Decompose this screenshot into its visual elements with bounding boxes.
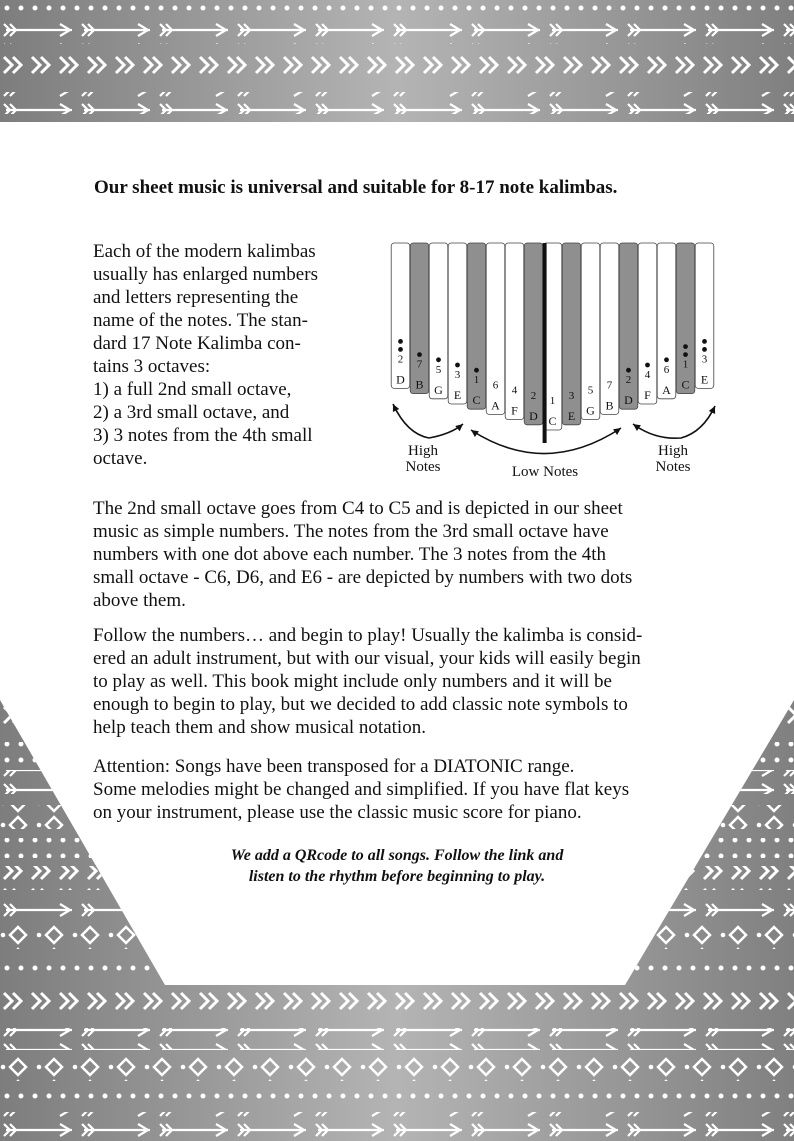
high-notes-right-arrow xyxy=(633,406,715,438)
key-number: 7 xyxy=(606,379,613,392)
intro-line: octave. xyxy=(93,448,148,469)
octave-dot xyxy=(683,344,688,349)
octave-dot xyxy=(645,363,650,368)
play-line: ered an adult instrument, but with our visual, your kids will easily begin xyxy=(93,648,641,669)
kalimba-diagram xyxy=(385,238,725,483)
intro-line: name of the notes. The stan- xyxy=(93,310,308,331)
high-notes-left-label: Notes xyxy=(405,459,441,475)
kalimba-key xyxy=(695,243,714,388)
key-letter: E xyxy=(700,372,709,387)
key-number: 2 xyxy=(530,389,537,402)
key-number: 2 xyxy=(625,374,632,387)
key-number: 3 xyxy=(454,369,461,381)
key-number: 1 xyxy=(682,358,689,371)
key-number: 4 xyxy=(511,384,518,397)
play-line: to play as well. This book might include only numbers and it will be xyxy=(93,671,612,692)
low-notes-label: Low Notes xyxy=(511,464,579,480)
octave-dot xyxy=(398,347,403,352)
high-notes-right-label: High xyxy=(658,443,688,459)
octave-line: above them. xyxy=(93,590,186,611)
play-line: Follow the numbers… and begin to play! Usually the kalimba is consid- xyxy=(93,625,643,646)
intro-line: Each of the modern kalimbas xyxy=(93,241,316,262)
intro-line: 1) a full 2nd small octave, xyxy=(93,379,292,400)
octave-dot xyxy=(626,368,631,373)
octave-line: numbers with one dot above each number. The 3 notes from the 4th xyxy=(93,544,607,565)
key-letter: E xyxy=(567,408,576,423)
headline: Our sheet music is universal and suitable for 8-17 note kalimbas. xyxy=(94,177,618,198)
key-number: 6 xyxy=(492,379,499,392)
high-notes-right-label: Notes xyxy=(655,459,691,475)
octave-dot xyxy=(664,357,669,362)
key-number: 1 xyxy=(473,374,480,387)
octave-line: The 2nd small octave goes from C4 to C5 and is depicted in our sheet xyxy=(93,498,623,519)
play-paragraph xyxy=(93,624,733,739)
key-letter: C xyxy=(681,377,690,392)
kalimba-key xyxy=(410,243,429,394)
octave-dot xyxy=(436,357,441,362)
kalimba-key xyxy=(676,243,695,394)
intro-paragraph xyxy=(93,240,373,470)
key-letter: C xyxy=(472,393,481,408)
intro-line: usually has enlarged numbers xyxy=(93,264,318,285)
attention-line: Some melodies might be changed and simplified. If you have flat keys xyxy=(93,779,630,800)
octave-dot xyxy=(398,339,403,344)
octave-dot xyxy=(417,352,422,357)
key-letter: D xyxy=(529,408,538,423)
key-letter: G xyxy=(586,403,595,418)
key-number: 5 xyxy=(435,363,442,376)
intro-line: dard 17 Note Kalimba con- xyxy=(93,333,301,354)
intro-line: and letters representing the xyxy=(93,287,299,308)
play-line: help teach them and show musical notation. xyxy=(93,717,426,738)
key-letter: D xyxy=(624,393,633,408)
kalimba-key xyxy=(391,243,410,388)
high-notes-left-label: High xyxy=(408,443,438,459)
arrowhead xyxy=(455,424,463,431)
key-letter: A xyxy=(662,382,671,397)
octave-paragraph xyxy=(93,497,733,612)
key-number: 7 xyxy=(416,358,423,371)
attention-line: Attention: Songs have been transposed for a DIATONIC range. xyxy=(93,756,575,777)
key-letter: C xyxy=(548,414,557,428)
key-number: 3 xyxy=(701,353,708,366)
key-letter: D xyxy=(396,372,405,387)
octave-dot xyxy=(474,368,479,373)
key-number: 4 xyxy=(644,369,651,381)
octave-dot xyxy=(702,347,707,352)
attention-line: on your instrument, please use the classic music score for piano. xyxy=(93,802,582,823)
intro-line: tains 3 octaves: xyxy=(93,356,211,377)
octave-dot xyxy=(683,352,688,357)
key-number: 6 xyxy=(663,363,670,376)
key-number: 1 xyxy=(549,395,556,407)
key-letter: G xyxy=(434,382,443,397)
play-line: enough to begin to play, but we decided to add classic note symbols to xyxy=(93,694,628,715)
octave-dot xyxy=(702,339,707,344)
qrcode-note xyxy=(150,845,644,887)
key-number: 5 xyxy=(587,384,594,397)
key-letter: E xyxy=(453,388,462,402)
key-letter: A xyxy=(491,398,500,413)
key-letter: F xyxy=(511,403,518,418)
intro-line: 2) a 3rd small octave, and xyxy=(93,402,290,423)
center-bridge-bar xyxy=(543,243,547,443)
qrcode-note-line: listen to the rhythm before beginning to play. xyxy=(248,868,546,885)
octave-line: small octave - C6, D6, and E6 - are depicted by numbers with two dots xyxy=(93,567,633,588)
octave-dot xyxy=(455,363,460,368)
qrcode-note-line: We add a QRcode to all songs. Follow the link and xyxy=(230,847,564,864)
intro-line: 3) 3 notes from the 4th small xyxy=(93,425,313,446)
key-number: 3 xyxy=(568,389,575,402)
octave-line: music as simple numbers. The notes from the 3rd small octave have xyxy=(93,521,609,542)
key-letter: F xyxy=(644,388,651,402)
key-letter: B xyxy=(605,398,614,413)
key-number: 2 xyxy=(397,353,404,366)
attention-paragraph xyxy=(93,755,733,824)
key-letter: B xyxy=(415,377,424,392)
